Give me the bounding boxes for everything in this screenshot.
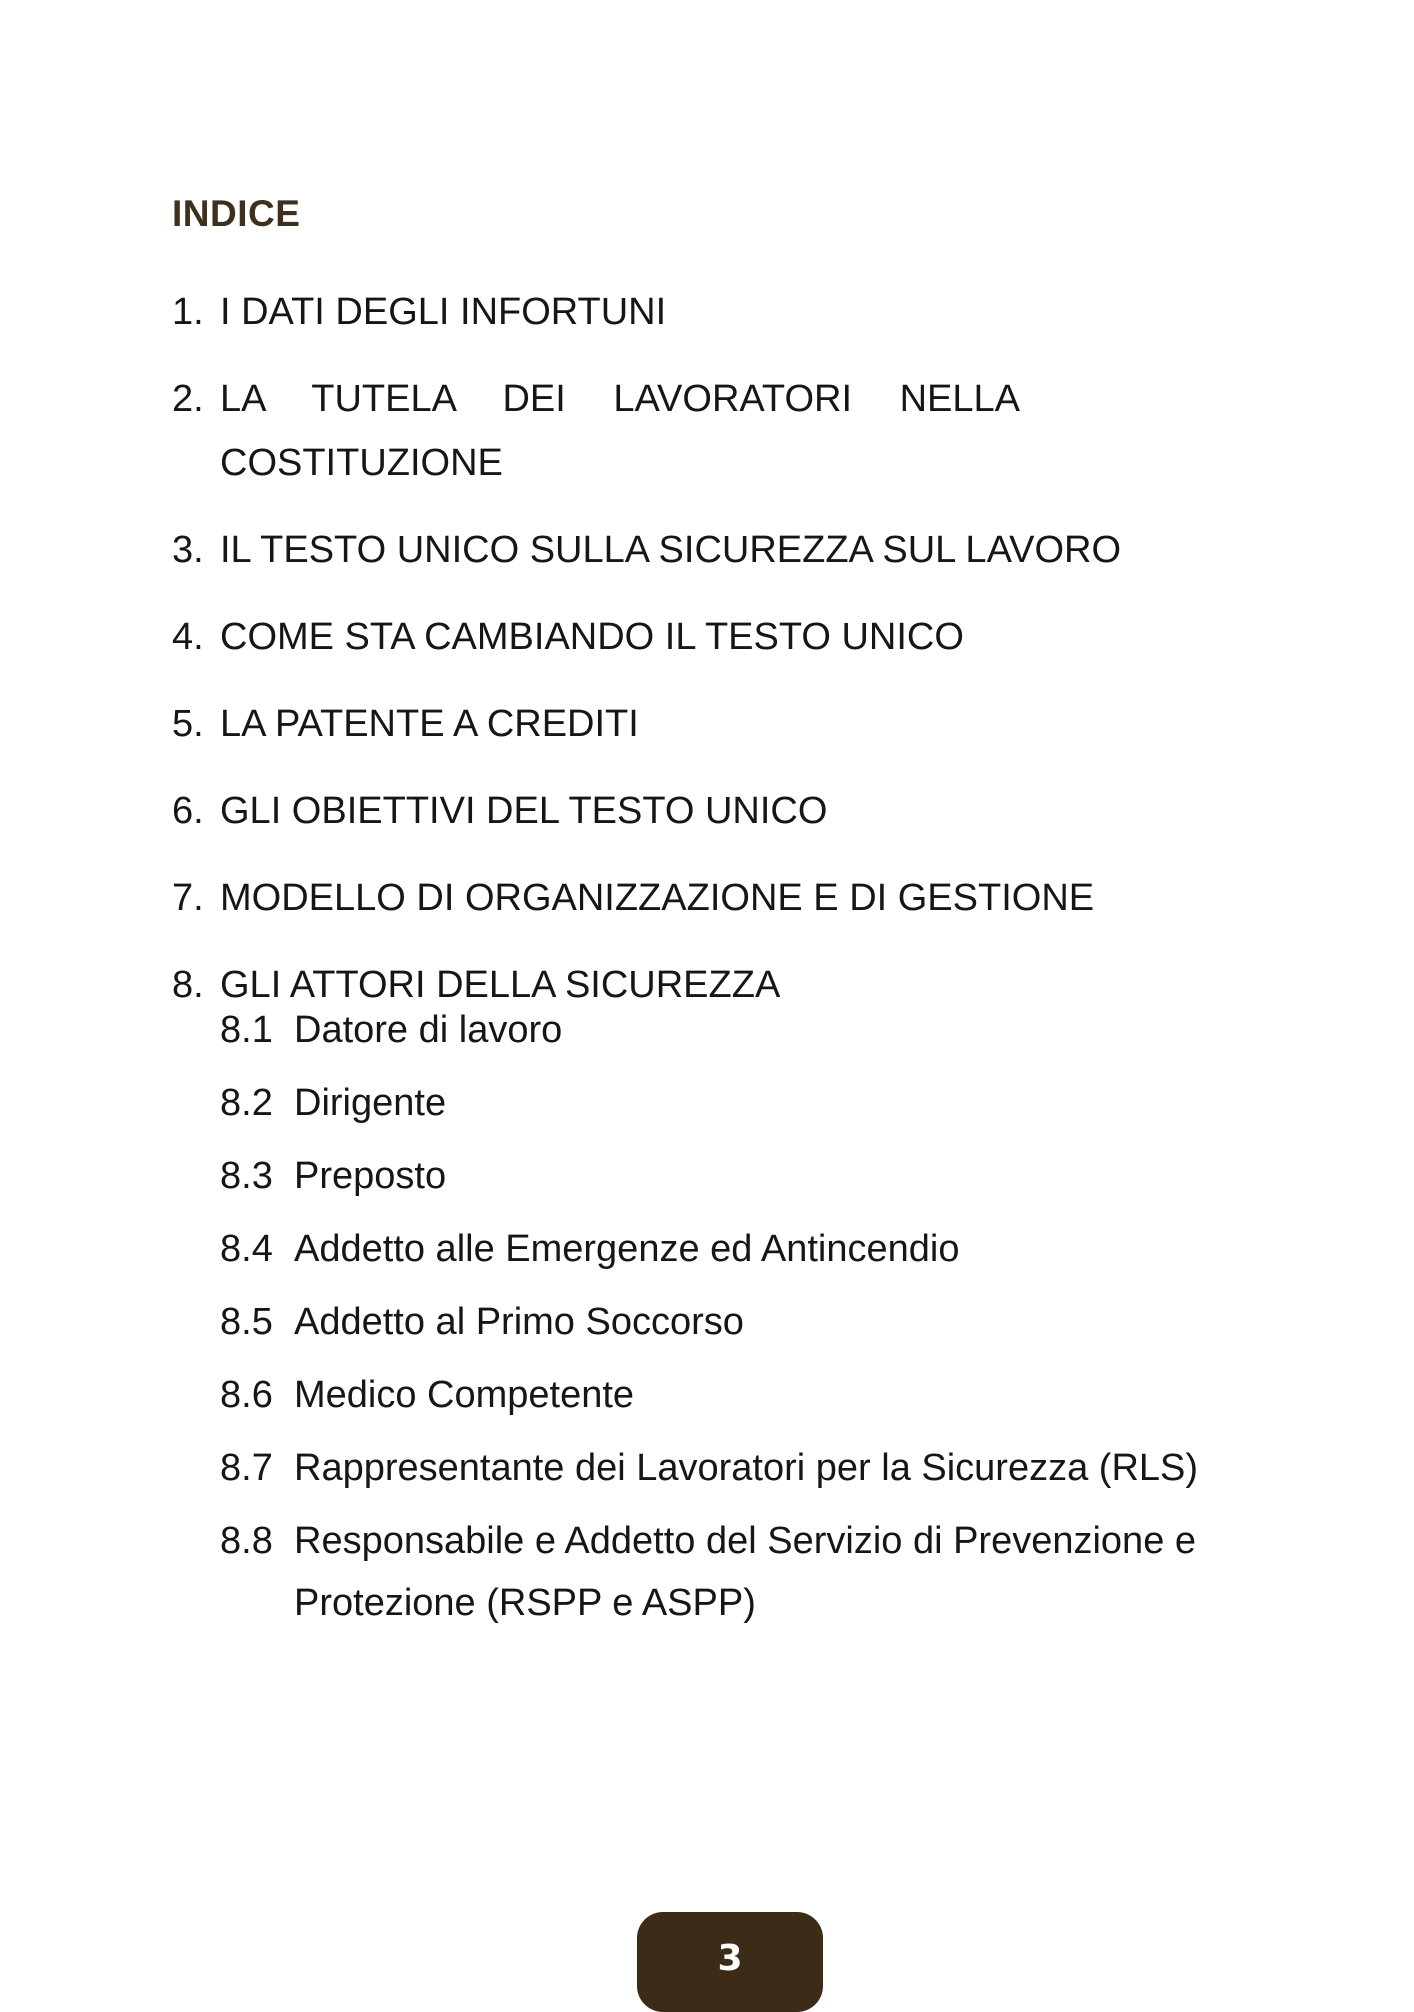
toc-item-number: 6. [172,790,204,832]
toc-item-label: LA TUTELA DEI LAVORATORI NELLA COSTITUZIONE [220,378,1020,484]
toc-subitem-8-3[interactable] [220,1145,1400,1207]
toc-subitem-8-7[interactable] [220,1437,1400,1499]
page-number-badge: 3 [637,1912,823,2012]
toc-item-number: 4. [172,616,204,658]
toc-item-label: GLI OBIETTIVI DEL TESTO UNICO [220,790,828,832]
toc-subitem-8-8[interactable] [220,1510,1400,1634]
toc-subitem-number: 8.2 [220,1082,273,1124]
toc-item-number: 2. [172,378,204,420]
toc-item-label: LA PATENTE A CREDITI [220,703,639,745]
toc-item-number: 3. [172,529,204,571]
toc-subitem-number: 8.1 [220,1009,273,1051]
toc-item-2[interactable] [172,367,1332,495]
toc-subitem-number: 8.7 [220,1447,273,1489]
toc-item-number: 5. [172,703,204,745]
toc-item-5[interactable] [172,692,1332,756]
toc-subitem-label: Dirigente [294,1082,447,1124]
toc-subitem-label: Responsabile e Addetto del Servizio di Prevenzione e Protezione (RSPP e ASPP) [294,1520,1197,1624]
toc-subitem-number: 8.4 [220,1228,273,1270]
toc-subitem-8-1[interactable] [220,999,1400,1061]
toc-item-6[interactable] [172,779,1332,843]
toc-subitem-label: Medico Competente [294,1374,635,1416]
toc-subitem-8-2[interactable] [220,1072,1400,1134]
toc-subitem-label: Addetto al Primo Soccorso [294,1301,744,1343]
toc-item-label: I DATI DEGLI INFORTUNI [220,291,667,333]
toc-item-label: GLI ATTORI DELLA SICUREZZA [220,964,781,1006]
toc-subitem-number: 8.8 [220,1520,273,1562]
toc-subitem-label: Datore di lavoro [294,1009,563,1051]
toc-subitem-number: 8.3 [220,1155,273,1197]
page-title: INDICE [172,193,301,234]
toc-item-4[interactable] [172,605,1332,669]
toc-item-number: 7. [172,877,204,919]
toc-subitem-label: Rappresentante dei Lavoratori per la Sicurezza (RLS) [294,1447,1199,1489]
toc-subsection-list [220,999,1400,1645]
toc-subitem-8-4[interactable] [220,1218,1400,1280]
toc-item-1[interactable] [172,280,1332,344]
toc-item-number: 1. [172,291,204,333]
toc-subitem-label: Preposto [294,1155,447,1197]
table-of-contents [172,280,1332,1017]
toc-item-label: MODELLO DI ORGANIZZAZIONE E DI GESTIONE [220,877,1095,919]
toc-subitem-8-5[interactable] [220,1291,1400,1353]
toc-subitem-8-6[interactable] [220,1364,1400,1426]
toc-item-label: IL TESTO UNICO SULLA SICUREZZA SUL LAVORO [220,529,1121,571]
toc-item-3[interactable] [172,518,1332,582]
toc-subitem-number: 8.6 [220,1374,273,1416]
toc-item-number: 8. [172,964,204,1006]
toc-item-label: COME STA CAMBIANDO IL TESTO UNICO [220,616,964,658]
toc-subitem-number: 8.5 [220,1301,273,1343]
toc-subitem-label: Addetto alle Emergenze ed Antincendio [294,1228,960,1270]
toc-item-7[interactable] [172,866,1332,930]
